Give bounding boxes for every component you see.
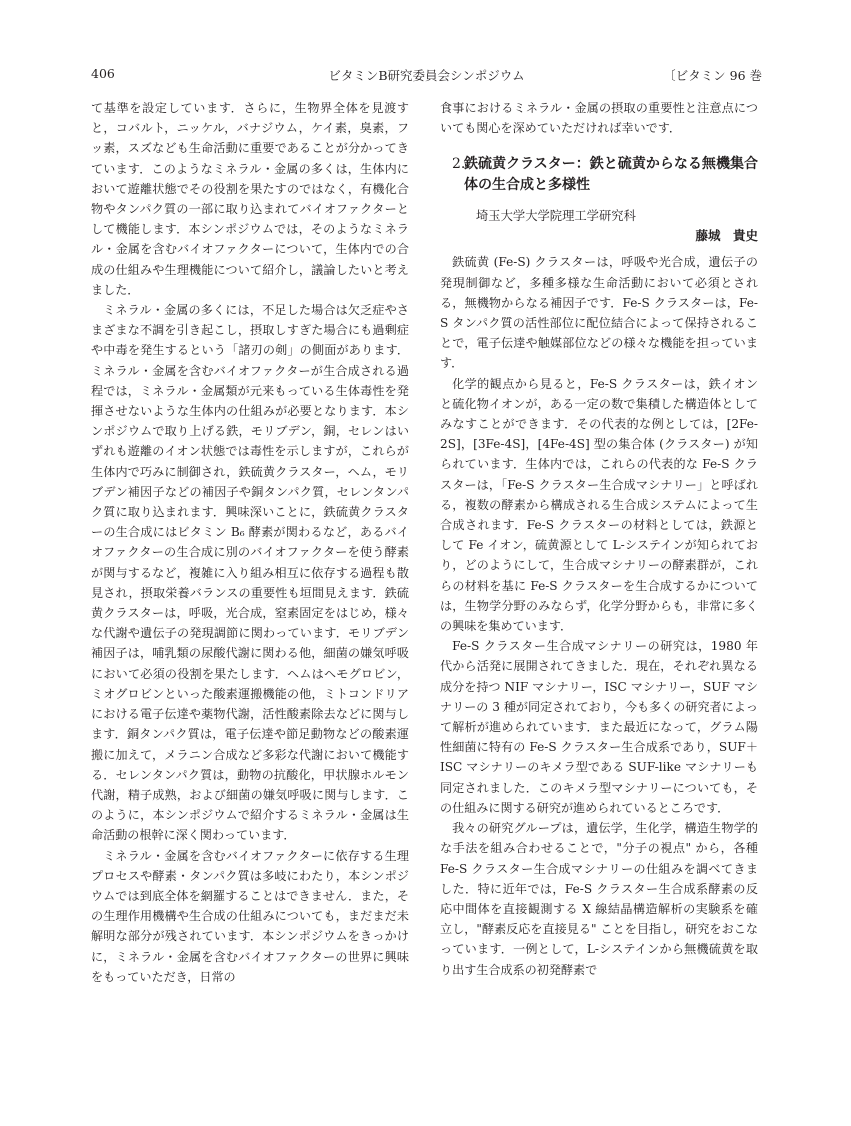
body-paragraph: ミネラル・金属を含むバイオファクターに依存する生理プロセスや酵素・タンパク質は多岐にわたり，本シンポジウムでは到底全体を網羅することはできません．また，その生理作用機構や生合成の仕組みについても，まだまだ未解明な部分が残されています．本シンポジウムをきっかけに，ミネラル・金属を含むバイオファクターの世界に興味をもっていただき，日常の [91, 848, 409, 984]
body-paragraph: 食事におけるミネラル・金属の摂取の重要性と注意点についても関心を深めていただければ幸いです． [440, 101, 758, 136]
author-name: 藤城 貴史 [695, 228, 758, 244]
page-number: 406 [91, 66, 115, 81]
running-header [91, 66, 762, 86]
body-paragraph: 我々の研究グループは，遺伝学，生化学，構造生物学的な手法を組み合わせることで，"分子の視点" から，各種 Fe-S クラスター生合成マシナリーの仕組みを調べてきました．特に近年では，Fe-S クラスター生合成系酵素の反応中間体を直接観測する X 線結晶構造解析の実験系を確立し，"酵素反応を直接見る" ことを目指し，研究をおこなっています．一例として，L-システインから無機硫黄を取り出す生合成系の初発酵素で [440, 821, 758, 977]
volume-label: 〔ビタミン 96 巻 [663, 68, 762, 83]
body-paragraph: Fe-S クラスター生合成マシナリーの研究は，1980 年代から活発に展開されてきました．現在，それぞれ異なる成分を持つ NIF マシナリー，ISC マシナリー，SUF マシナリーの 3 種が同定されており，今も多くの研究者によって解析が進められています．また最近になって，グラム陽性細菌に特有の Fe-S クラスター生合成系であり，SUF＋ISC マシナリーのキメラ型である SUF-like マシナリーも同定されました．このキメラ型マシナリーについても，その仕組みに関する研究が進められているところです． [440, 639, 758, 815]
section-number: 2. [452, 156, 466, 173]
section-title: 鉄硫黄クラスター：鉄と硫黄からなる無機集合体の生合成と多様性 [464, 156, 758, 194]
left-column [91, 98, 409, 987]
author-affiliation: 埼玉大学大学院理工学研究科 [476, 209, 636, 224]
body-paragraph: 鉄硫黄 (Fe-S) クラスターは，呼吸や光合成，遺伝子の発現制御など，多種多様な生命活動において必須とされる，無機物からなる補因子です．Fe-S クラスターは，Fe-S タンパク質の活性部位に配位結合によって保持されることで，電子伝達や触媒部位などの様々な機能を担っています． [440, 255, 758, 371]
journal-title: ビタミンB研究委員会シンポジウム [328, 68, 525, 83]
body-paragraph: 化学的観点から見ると，Fe-S クラスターは，鉄イオンと硫化物イオンが，ある一定の数で集積した構造体としてみなすことができます．その代表的な例としては，[2Fe-2S]，[3Fe-4S]，[4Fe-4S] 型の集合体 (クラスター) が知られています．生体内では，これらの代表的な Fe-S クラスターは，「Fe-S クラスター生合成マシナリー」と呼ばれる，複数の酵素から構成される生合成システムによって生合成されます．Fe-S クラスターの材料としては，鉄源として Fe イオン，硫黄源として L-システインが知られており，どのようにして，生合成マシナリーの酵素群が，これらの材料を基に Fe-S クラスターを生合成するかについては，生物学分野のみならず，化学分野からも，非常に多くの興味を集めています． [440, 376, 758, 634]
section-heading [440, 154, 758, 196]
body-paragraph: ミネラル・金属の多くには，不足した場合は欠乏症やさまざまな不調を引き起こし，摂取しすぎた場合にも過剰症や中毒を発生するという「諸刃の剣」の側面があります．ミネラル・金属を含むバイオファクターが生合成される過程では，ミネラル・金属類が元来もっている生体毒性を発揮させないような生体内の仕組みが必要となります．本シンポジウムで取り上げる鉄，モリブデン，銅，セレンはいずれも遊離のイオン状態では毒性を示しますが，これらが生体内で巧みに制御され，鉄硫黄クラスター，ヘム，モリブデン補因子などの補因子や銅タンパク質，セレンタンパク質に取り込まれます．興味深いことに，鉄硫黄クラスターの生合成にはビタミン B₆ 酵素が関わるなど，あるバイオファクターの生合成に別のバイオファクターを使う酵素が関与するなど，複雑に入り組み相互に依存する過程も散見され，摂取栄養バランスの重要性も垣間見えます．鉄硫黄クラスターは，呼吸，光合成，窒素固定をはじめ，様々な代謝や遺伝子の発現調節に関わっています．モリブデン補因子は，哺乳類の尿酸代謝に関わる他，細菌の嫌気呼吸において必須の役割を果たします．ヘムはヘモグロビン，ミオグロビンといった酸素運搬機能の他，ミトコンドリアにおける電子伝達や薬物代謝，活性酸素除去などに関与します．銅タンパク質は，電子伝達や節足動物などの酸素運搬に加えて，メラニン合成など多彩な代謝において機能する．セレンタンパク質は，動物の抗酸化，甲状腺ホルモン代謝，精子成熟，および細菌の嫌気呼吸に関与します．このように，本シンポジウムで紹介するミネラル・金属は生命活動の根幹に深く関わっています． [91, 303, 409, 843]
right-column [440, 98, 758, 980]
body-paragraph: て基準を設定しています．さらに，生物界全体を見渡すと，コバルト，ニッケル，バナジウム，ケイ素，臭素，フッ素，スズなども生命活動に重要であることが分かってきています．このようなミネラル・金属の多くは，生体内において遊離状態でその役割を果たすのではなく，有機化合物やタンパク質の一部に取り込まれてバイオファクターとして機能します．本シンポジウムでは，そのようなミネラル・金属を含むバイオファクターについて，生体内での合成の仕組みや生理機能について紹介し，議論したいと考えました． [91, 101, 409, 297]
